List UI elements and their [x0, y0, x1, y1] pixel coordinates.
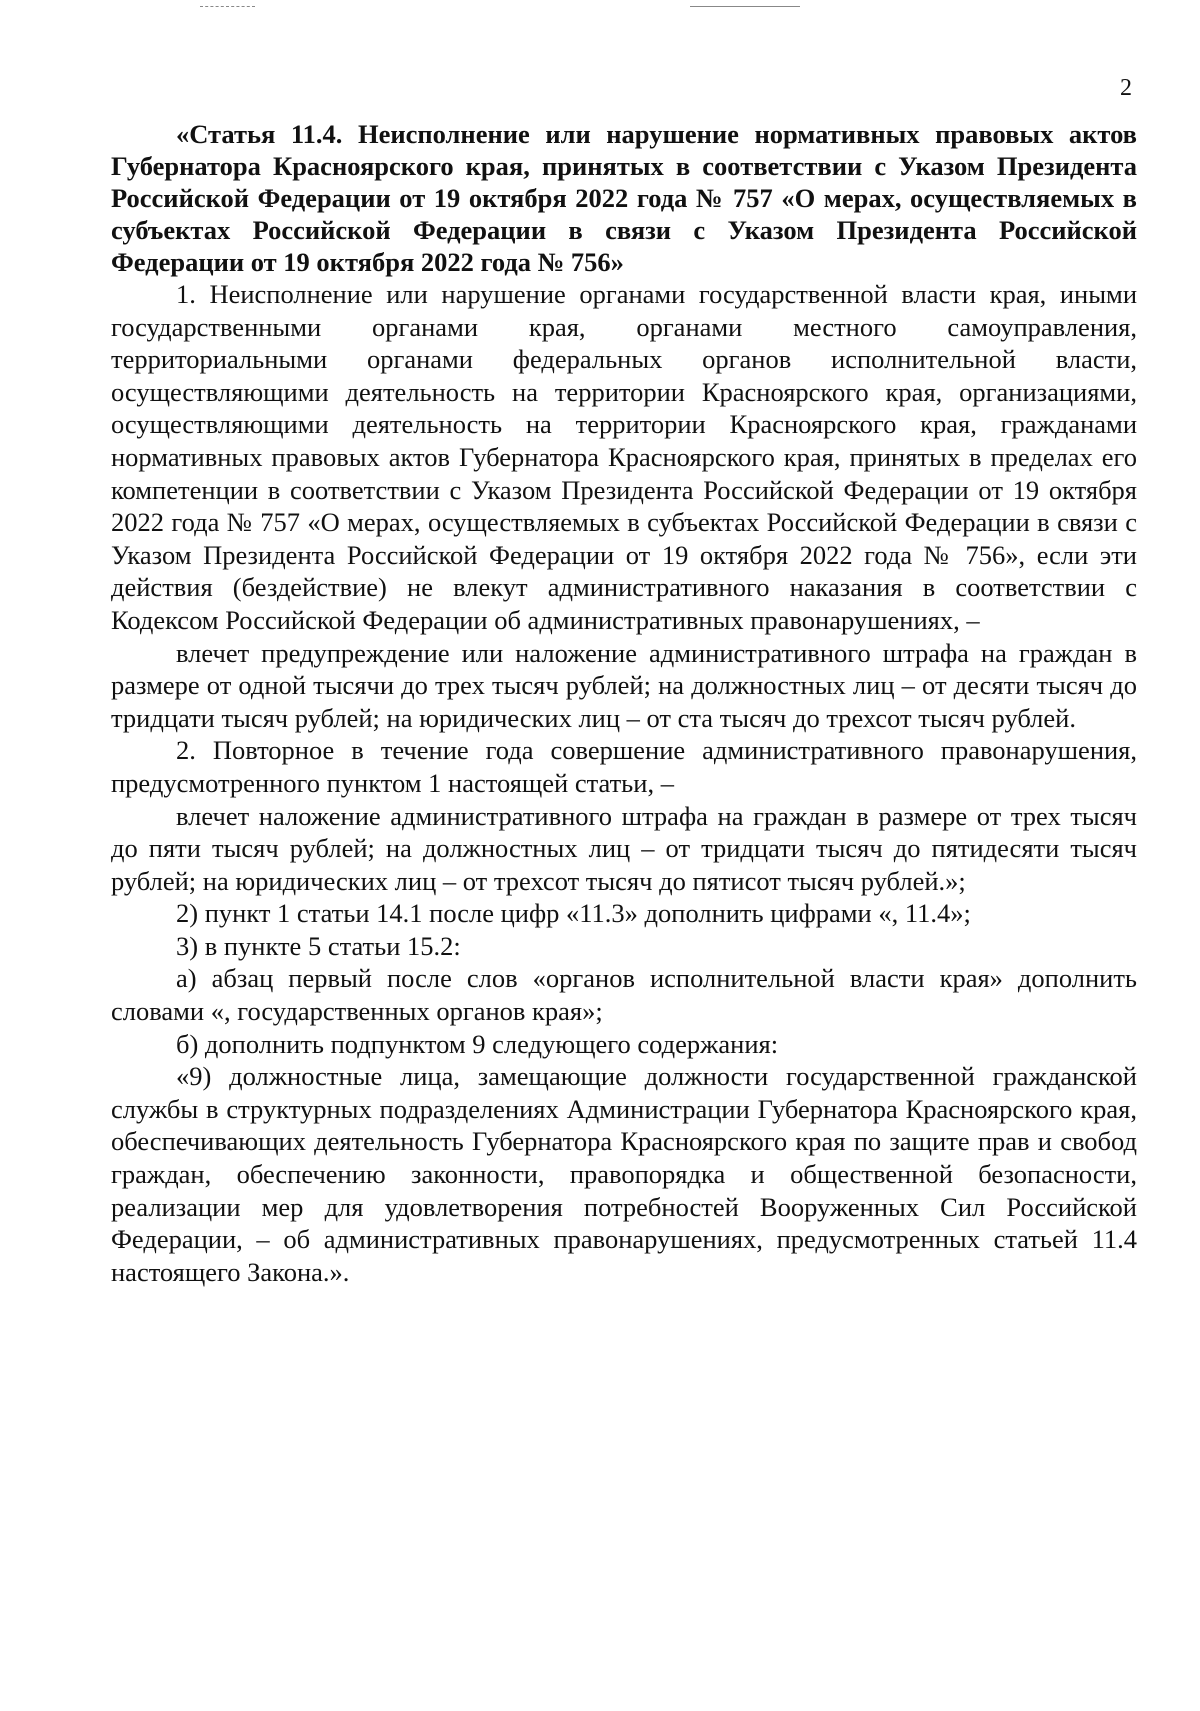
page-number: 2 [1120, 75, 1132, 101]
paragraph: 3) в пункте 5 статьи 15.2: [176, 930, 461, 961]
paragraph: б) дополнить подпунктом 9 следующего содержания: [176, 1028, 779, 1059]
paragraph: «9) должностные лица, замещающие должности государственной гражданской службы в структурных подразделениях Администрации Губернатора Красноярского края, обеспечивающих деятельность Губернатора Красноярского края по защите прав и свобод граждан, обеспечению законности, правопорядка и общественной безопасности, реализации мер для удовлетворения потребностей Вооруженных Сил Российской Федерации, – об административных правонарушениях, предусмотренных статьей 11.4 настоящего Закона.». [111, 1061, 1137, 1287]
paragraph: влечет наложение административного штрафа на граждан в размере от трех тысяч до пяти тысяч рублей; на должностных лиц – от тридцати тысяч до пятидесяти тысяч рублей; на юридических лиц – от трехсот тысяч до пятисот тысяч рублей.»; [111, 800, 1137, 896]
paragraph: 2. Повторное в течение года совершение административного правонарушения, предусмотренного пунктом 1 настоящей статьи, – [111, 735, 1137, 798]
article-title: «Статья 11.4. Неисполнение или нарушение нормативных правовых актов Губернатора Красноярского края, принятых в соответствии с Указом Президента Российской Федерации от 19 октября 2022 года № 757 «О мерах, осуществляемых в субъектах Российской Федерации в связи с Указом Президента Российской Федерации от 19 октября 2022 года № 756» [111, 119, 1137, 277]
paragraph: 1. Неисполнение или нарушение органами государственной власти края, иными государственными органами края, органами местного самоуправления, территориальными органами федеральных органов исполнительной власти, осуществляющими деятельность на территории Красноярского края, организациями, осуществляющими деятельность на территории Красноярского края, гражданами нормативных правовых актов Губернатора Красноярского края, принятых в пределах его компетенции в соответствии с Указом Президента Российской Федерации от 19 октября 2022 года № 757 «О мерах, осуществляемых в субъектах Российской Федерации в связи с Указом Президента Российской Федерации от 19 октября 2022 года № 756», если эти действия (бездействие) не влекут административного наказания в соответствии с Кодексом Российской Федерации об административных правонарушениях, – [111, 279, 1137, 635]
paragraph: влечет предупреждение или наложение административного штрафа на граждан в размере от одной тысячи до трех тысяч рублей; на должностных лиц – от десяти тысяч до тридцати тысяч рублей; на юридических лиц – от ста тысяч до трехсот тысяч рублей. [111, 637, 1137, 733]
document-body [111, 118, 1137, 1288]
paragraph: 2) пункт 1 статьи 14.1 после цифр «11.3» дополнить цифрами «, 11.4»; [176, 898, 971, 929]
paragraph: а) абзац первый после слов «органов исполнительной власти края» дополнить словами «, государственных органов края»; [111, 963, 1137, 1027]
scan-artifact-line [200, 6, 255, 7]
scan-artifact-line [690, 6, 800, 7]
